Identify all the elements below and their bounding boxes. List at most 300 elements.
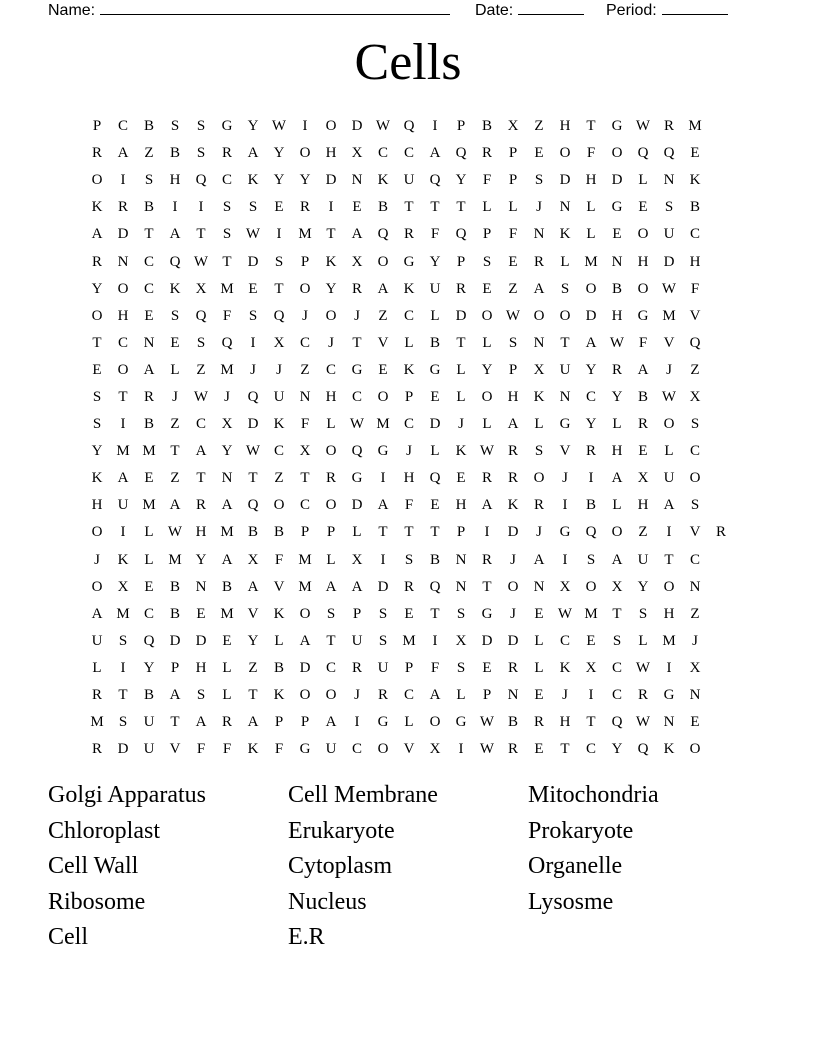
- grid-letter: P: [456, 253, 466, 270]
- grid-letter: Y: [91, 443, 103, 460]
- grid-letter: Q: [247, 497, 259, 514]
- grid-letter: O: [637, 226, 649, 243]
- grid-letter: H: [325, 145, 337, 162]
- grid-letter: I: [562, 551, 568, 568]
- grid-letter: J: [510, 605, 516, 622]
- grid-letter: O: [481, 307, 493, 324]
- grid-letter: P: [456, 524, 466, 541]
- grid-letter: X: [429, 741, 441, 758]
- grid-letter: I: [562, 497, 568, 514]
- grid-letter: Z: [300, 361, 310, 378]
- grid-letter: G: [481, 605, 493, 622]
- grid-letter: Y: [143, 659, 155, 676]
- grid-letter: R: [91, 253, 102, 270]
- grid-letter: S: [586, 551, 596, 568]
- grid-letter: H: [117, 307, 129, 324]
- grid-letter: A: [611, 470, 623, 487]
- grid-letter: S: [196, 145, 206, 162]
- grid-row: [84, 113, 734, 140]
- grid-letter: L: [586, 199, 596, 216]
- grid-letter: D: [481, 632, 493, 649]
- grid-letter: P: [300, 253, 310, 270]
- grid-letter: S: [274, 253, 284, 270]
- grid-letter: I: [328, 199, 334, 216]
- grid-letter: W: [635, 118, 651, 135]
- grid-letter: E: [482, 659, 492, 676]
- grid-letter: M: [298, 226, 312, 243]
- grid-letter: L: [430, 307, 440, 324]
- grid-row: [84, 709, 734, 736]
- grid-letter: D: [377, 578, 389, 595]
- grid-letter: E: [222, 632, 232, 649]
- grid-letter: Y: [455, 172, 467, 189]
- grid-letter: T: [326, 632, 336, 649]
- grid-letter: C: [403, 687, 414, 704]
- grid-letter: I: [380, 551, 386, 568]
- grid-letter: F: [430, 659, 440, 676]
- grid-letter: O: [559, 307, 571, 324]
- grid-letter: A: [169, 687, 181, 704]
- grid-letter: Y: [611, 388, 623, 405]
- grid-letter: S: [196, 334, 206, 351]
- grid-letter: H: [559, 118, 571, 135]
- grid-letter: O: [325, 118, 337, 135]
- grid-letter: K: [91, 199, 103, 216]
- grid-letter: D: [247, 253, 259, 270]
- grid-letter: D: [117, 226, 129, 243]
- word-bank-item: Cell: [48, 924, 88, 951]
- grid-letter: R: [481, 551, 492, 568]
- grid-letter: X: [221, 416, 233, 433]
- grid-letter: D: [611, 172, 623, 189]
- grid-letter: T: [170, 443, 180, 460]
- grid-letter: A: [221, 497, 233, 514]
- period-line: [662, 0, 728, 15]
- grid-letter: O: [689, 741, 701, 758]
- grid-letter: L: [612, 497, 622, 514]
- grid-letter: R: [585, 443, 596, 460]
- grid-letter: K: [377, 172, 389, 189]
- grid-letter: T: [430, 605, 440, 622]
- grid-letter: B: [585, 497, 596, 514]
- grid-letter: V: [559, 443, 571, 460]
- period-field[interactable]: [606, 0, 728, 20]
- grid-row: [84, 655, 734, 682]
- grid-letter: A: [195, 714, 207, 731]
- word-bank-item: Golgi Apparatus: [48, 782, 206, 808]
- grid-letter: R: [195, 497, 206, 514]
- grid-letter: H: [91, 497, 103, 514]
- grid-letter: E: [534, 687, 544, 704]
- grid-letter: H: [325, 388, 337, 405]
- grid-letter: S: [222, 226, 232, 243]
- grid-letter: O: [481, 388, 493, 405]
- grid-letter: H: [507, 388, 519, 405]
- grid-letter: F: [300, 416, 310, 433]
- grid-letter: L: [170, 361, 180, 378]
- grid-row: [84, 167, 734, 194]
- grid-letter: C: [351, 388, 362, 405]
- grid-letter: H: [559, 714, 571, 731]
- grid-letter: J: [276, 361, 282, 378]
- grid-letter: G: [403, 253, 415, 270]
- grid-letter: J: [328, 334, 334, 351]
- grid-letter: I: [458, 741, 464, 758]
- grid-letter: U: [91, 632, 103, 649]
- grid-letter: T: [664, 551, 674, 568]
- grid-letter: A: [585, 334, 597, 351]
- grid-letter: P: [274, 714, 284, 731]
- grid-row: [84, 411, 734, 438]
- grid-letter: K: [507, 497, 519, 514]
- grid-letter: O: [663, 416, 675, 433]
- grid-letter: A: [533, 551, 545, 568]
- grid-letter: O: [507, 578, 519, 595]
- grid-letter: R: [507, 470, 518, 487]
- grid-letter: O: [91, 578, 103, 595]
- grid-letter: H: [195, 524, 207, 541]
- grid-letter: U: [351, 632, 363, 649]
- grid-letter: C: [117, 334, 128, 351]
- grid-letter: D: [169, 632, 181, 649]
- grid-letter: E: [248, 280, 258, 297]
- grid-letter: L: [404, 714, 414, 731]
- grid-letter: P: [482, 687, 492, 704]
- grid-letter: W: [661, 388, 677, 405]
- grid-letter: D: [507, 632, 519, 649]
- grid-letter: W: [193, 388, 209, 405]
- grid-letter: F: [222, 741, 232, 758]
- grid-letter: H: [403, 470, 415, 487]
- grid-letter: S: [690, 416, 700, 433]
- grid-letter: L: [534, 632, 544, 649]
- word-bank-item: Nucleus: [288, 888, 367, 915]
- grid-letter: C: [689, 551, 700, 568]
- grid-letter: O: [91, 524, 103, 541]
- grid-letter: T: [586, 118, 596, 135]
- grid-letter: P: [508, 172, 518, 189]
- grid-letter: M: [220, 280, 234, 297]
- grid-letter: D: [663, 253, 675, 270]
- grid-letter: S: [248, 307, 258, 324]
- grid-letter: P: [456, 118, 466, 135]
- grid-row: [84, 276, 734, 303]
- grid-letter: L: [482, 416, 492, 433]
- grid-letter: F: [638, 334, 648, 351]
- grid-letter: J: [354, 307, 360, 324]
- grid-letter: T: [560, 741, 570, 758]
- name-field[interactable]: [48, 0, 450, 20]
- grid-letter: S: [248, 199, 258, 216]
- grid-letter: A: [117, 145, 129, 162]
- grid-letter: X: [117, 578, 129, 595]
- grid-letter: J: [666, 361, 672, 378]
- grid-letter: J: [302, 307, 308, 324]
- header: [48, 0, 738, 20]
- grid-letter: X: [637, 470, 649, 487]
- date-line: [518, 0, 584, 15]
- grid-letter: P: [170, 659, 180, 676]
- grid-letter: X: [351, 551, 363, 568]
- grid-letter: C: [689, 443, 700, 460]
- grid-letter: U: [143, 741, 155, 758]
- grid-letter: A: [143, 361, 155, 378]
- grid-letter: T: [170, 714, 180, 731]
- grid-letter: U: [663, 226, 675, 243]
- grid-letter: A: [221, 551, 233, 568]
- period-label: Period:: [606, 2, 657, 19]
- grid-letter: L: [482, 334, 492, 351]
- grid-letter: U: [429, 280, 441, 297]
- grid-letter: I: [588, 470, 594, 487]
- grid-letter: S: [118, 632, 128, 649]
- grid-letter: U: [663, 470, 675, 487]
- grid-letter: K: [559, 659, 571, 676]
- grid-letter: D: [351, 497, 363, 514]
- grid-letter: E: [638, 443, 648, 460]
- grid-letter: S: [456, 659, 466, 676]
- grid-letter: R: [507, 659, 518, 676]
- grid-letter: K: [91, 470, 103, 487]
- date-label: Date:: [475, 2, 514, 19]
- grid-letter: P: [300, 714, 310, 731]
- grid-letter: P: [482, 226, 492, 243]
- grid-letter: C: [611, 687, 622, 704]
- grid-letter: Y: [273, 145, 285, 162]
- grid-letter: J: [250, 361, 256, 378]
- grid-letter: K: [247, 741, 259, 758]
- grid-letter: S: [690, 497, 700, 514]
- grid-letter: T: [586, 714, 596, 731]
- grid-letter: Y: [585, 361, 597, 378]
- grid-letter: F: [690, 280, 700, 297]
- grid-letter: I: [354, 714, 360, 731]
- grid-letter: O: [611, 145, 623, 162]
- grid-row: [84, 601, 734, 628]
- grid-letter: Q: [351, 443, 363, 460]
- grid-letter: Y: [611, 741, 623, 758]
- grid-letter: R: [377, 687, 388, 704]
- grid-letter: A: [351, 578, 363, 595]
- grid-letter: G: [221, 118, 233, 135]
- grid-letter: K: [169, 280, 181, 297]
- grid-letter: R: [611, 361, 622, 378]
- grid-letter: Q: [429, 470, 441, 487]
- grid-letter: K: [559, 226, 571, 243]
- grid-letter: D: [325, 172, 337, 189]
- grid-row: [84, 221, 734, 248]
- grid-letter: K: [273, 416, 285, 433]
- grid-letter: G: [455, 714, 467, 731]
- grid-letter: G: [637, 307, 649, 324]
- grid-letter: K: [273, 687, 285, 704]
- grid-letter: D: [351, 118, 363, 135]
- grid-letter: N: [195, 578, 207, 595]
- word-search-grid: [84, 113, 734, 763]
- grid-letter: U: [637, 551, 649, 568]
- grid-letter: P: [326, 524, 336, 541]
- grid-letter: S: [638, 605, 648, 622]
- grid-letter: K: [689, 172, 701, 189]
- grid-letter: A: [247, 145, 259, 162]
- word-bank-item: Erukaryote: [288, 817, 395, 844]
- word-bank-item: Organelle: [528, 853, 623, 880]
- grid-letter: Q: [429, 172, 441, 189]
- grid-letter: Z: [196, 361, 206, 378]
- grid-letter: J: [172, 388, 178, 405]
- grid-letter: O: [377, 741, 389, 758]
- grid-letter: T: [118, 388, 128, 405]
- word-bank-item: Mitochondria: [528, 782, 659, 808]
- grid-letter: O: [585, 280, 597, 297]
- grid-letter: O: [377, 388, 389, 405]
- grid-letter: P: [92, 118, 102, 135]
- grid-letter: B: [273, 524, 284, 541]
- grid-letter: I: [666, 659, 672, 676]
- grid-letter: Q: [247, 388, 259, 405]
- grid-row: [84, 465, 734, 492]
- grid-letter: C: [221, 172, 232, 189]
- grid-letter: K: [663, 741, 675, 758]
- grid-letter: Q: [195, 307, 207, 324]
- grid-letter: T: [430, 199, 440, 216]
- grid-letter: O: [559, 145, 571, 162]
- grid-letter: L: [664, 443, 674, 460]
- grid-letter: B: [429, 551, 440, 568]
- grid-letter: A: [299, 632, 311, 649]
- grid-letter: Q: [455, 145, 467, 162]
- grid-letter: N: [533, 334, 545, 351]
- word-bank-item: Chloroplast: [48, 817, 160, 844]
- grid-letter: Q: [221, 334, 233, 351]
- grid-letter: A: [195, 443, 207, 460]
- grid-letter: I: [120, 524, 126, 541]
- grid-letter: I: [432, 118, 438, 135]
- grid-letter: D: [195, 632, 207, 649]
- grid-letter: A: [91, 226, 103, 243]
- grid-letter: T: [378, 524, 388, 541]
- grid-letter: N: [533, 226, 545, 243]
- grid-letter: J: [406, 443, 412, 460]
- grid-letter: T: [456, 199, 466, 216]
- grid-letter: D: [299, 659, 311, 676]
- grid-letter: W: [245, 443, 261, 460]
- grid-letter: K: [533, 388, 545, 405]
- grid-letter: Y: [429, 253, 441, 270]
- grid-letter: Q: [403, 118, 415, 135]
- grid-letter: L: [404, 334, 414, 351]
- grid-letter: B: [143, 687, 154, 704]
- grid-letter: H: [689, 253, 701, 270]
- grid-letter: E: [430, 388, 440, 405]
- grid-letter: A: [377, 280, 389, 297]
- grid-row: [84, 194, 734, 221]
- grid-letter: J: [224, 388, 230, 405]
- grid-letter: O: [299, 145, 311, 162]
- grid-letter: F: [222, 307, 232, 324]
- grid-letter: Z: [638, 524, 648, 541]
- grid-letter: A: [507, 416, 519, 433]
- grid-letter: L: [222, 659, 232, 676]
- grid-letter: C: [143, 253, 154, 270]
- grid-letter: M: [220, 361, 234, 378]
- grid-letter: W: [193, 253, 209, 270]
- grid-letter: W: [661, 280, 677, 297]
- grid-letter: E: [430, 497, 440, 514]
- grid-letter: A: [429, 687, 441, 704]
- grid-letter: B: [611, 280, 622, 297]
- grid-letter: O: [585, 578, 597, 595]
- grid-letter: G: [559, 524, 571, 541]
- grid-letter: V: [169, 741, 181, 758]
- grid-row: [84, 357, 734, 384]
- grid-letter: W: [271, 118, 287, 135]
- grid-letter: G: [351, 361, 363, 378]
- grid-letter: R: [481, 470, 492, 487]
- grid-letter: B: [143, 199, 154, 216]
- grid-letter: R: [507, 443, 518, 460]
- grid-letter: M: [116, 605, 130, 622]
- grid-letter: Q: [377, 226, 389, 243]
- grid-letter: X: [533, 361, 545, 378]
- grid-letter: L: [144, 524, 154, 541]
- grid-letter: D: [507, 524, 519, 541]
- grid-letter: O: [611, 524, 623, 541]
- grid-letter: M: [688, 118, 702, 135]
- grid-letter: C: [325, 361, 336, 378]
- grid-letter: W: [635, 714, 651, 731]
- grid-letter: Z: [534, 118, 544, 135]
- grid-letter: L: [638, 172, 648, 189]
- grid-letter: B: [143, 416, 154, 433]
- grid-letter: I: [120, 659, 126, 676]
- grid-letter: X: [455, 632, 467, 649]
- grid-letter: W: [245, 226, 261, 243]
- grid-letter: Y: [91, 280, 103, 297]
- grid-letter: U: [117, 497, 129, 514]
- grid-letter: A: [325, 578, 337, 595]
- grid-letter: W: [557, 605, 573, 622]
- grid-letter: F: [196, 741, 206, 758]
- grid-letter: T: [326, 226, 336, 243]
- grid-row: [84, 628, 734, 655]
- grid-letter: I: [120, 416, 126, 433]
- grid-row: [84, 438, 734, 465]
- grid-letter: R: [143, 388, 154, 405]
- grid-letter: L: [534, 659, 544, 676]
- grid-letter: B: [689, 199, 700, 216]
- grid-letter: F: [586, 145, 596, 162]
- grid-letter: L: [456, 687, 466, 704]
- date-field[interactable]: [475, 0, 584, 20]
- grid-letter: N: [663, 172, 675, 189]
- grid-letter: E: [144, 470, 154, 487]
- grid-letter: W: [375, 118, 391, 135]
- grid-letter: R: [91, 741, 102, 758]
- grid-letter: C: [299, 497, 310, 514]
- grid-letter: A: [663, 497, 675, 514]
- grid-letter: R: [91, 145, 102, 162]
- grid-letter: Z: [690, 361, 700, 378]
- grid-letter: P: [404, 388, 414, 405]
- grid-letter: T: [248, 470, 258, 487]
- grid-letter: X: [195, 280, 207, 297]
- grid-letter: C: [611, 659, 622, 676]
- grid-letter: R: [325, 470, 336, 487]
- grid-letter: R: [533, 497, 544, 514]
- grid-letter: G: [299, 741, 311, 758]
- grid-letter: N: [689, 687, 701, 704]
